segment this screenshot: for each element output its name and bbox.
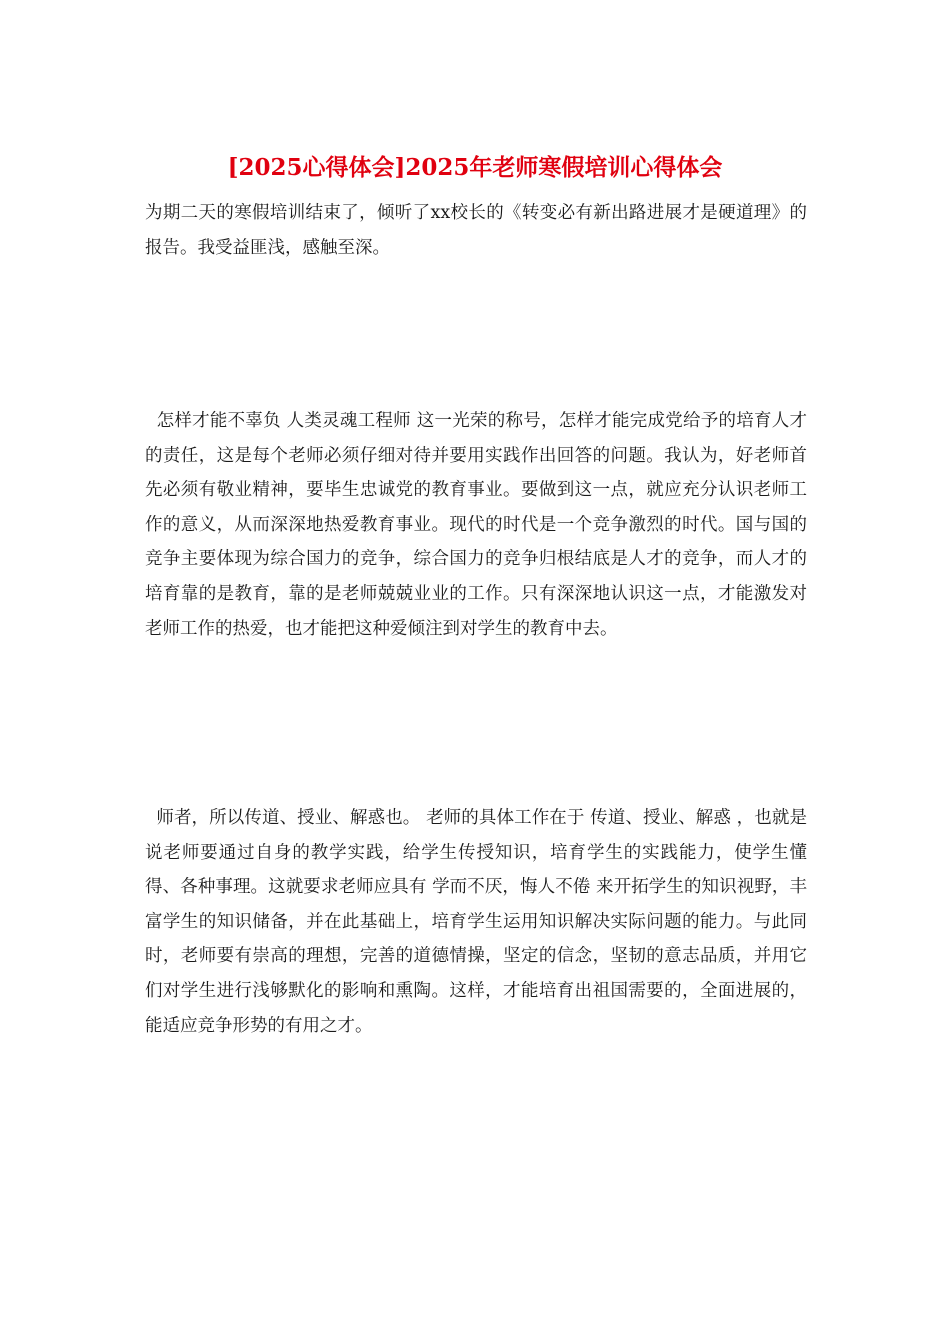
paragraph-teaching: 师者，所以传道、授业、解惑也。 老师的具体工作在于 传道、授业、解惑 ，也就是说老师要通过自身的教学实践，给学生传授知识，培育学生的实践能力，使学生懂得、各种事理。这就要求老师应具有 学而不厌，悔人不倦 来开拓学生的知识视野，丰富学生的知识储备，并在此基础上，培育学生运用知识解决实际问题的能力。与此同时，老师要有崇高的理想，完善的道德情操，坚定的信念，坚韧的意志品质，并用它们对学生进行浅够默化的影响和熏陶。这样，才能培育出祖国需要的，全面进展的，能适应竞争形势的有用之才。	[145, 808, 807, 1036]
paragraph-intro: 为期二天的寒假培训结束了，倾听了xx校长的《转变必有新出路进展才是硬道理》的报告。我受益匪浅，感触至深。	[145, 203, 807, 258]
paragraph-dedication: 怎样才能不辜负 人类灵魂工程师 这一光荣的称号，怎样才能完成党给予的培育人才的责任，这是每个老师必须仔细对待并要用实践作出回答的问题。我认为，好老师首先必须有敬业精神，要毕生忠诚党的教育事业。要做到这一点，就应充分认识老师工作的意义，从而深深地热爱教育事业。现代的时代是一个竞争激烈的时代。国与国的竞争主要体现为综合国力的竞争，综合国力的竞争归根结底是人才的竞争，而人才的培育靠的是教育，靠的是老师兢兢业业的工作。只有深深地认识这一点，才能激发对老师工作的热爱，也才能把这种爱倾注到对学生的教育中去。	[145, 411, 807, 639]
document-title: [2025心得体会]2025年老师寒假培训心得体会	[227, 154, 723, 181]
